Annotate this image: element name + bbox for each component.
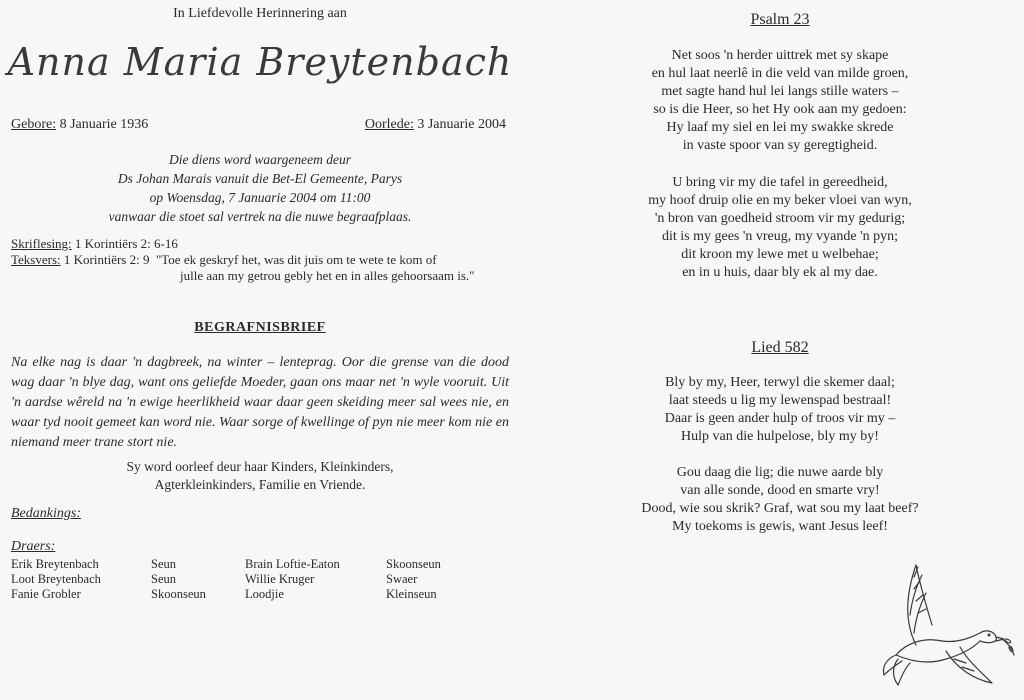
service-line: op Woensdag, 7 Januarie 2004 om 11:00	[149, 190, 371, 205]
bearers-label: Draers:	[11, 539, 56, 554]
text-quote-continued: julle aan my getrou gebly het en in alles gehoorsaam is."	[180, 268, 475, 283]
bearer-relation: Swaer	[386, 572, 418, 586]
psalm-verse-1: Net soos 'n herder uittrek met sy skape en hul laat neerlê in die veld van milde groen, met sagte hand hul lei langs stille waters – so is die Heer, so het Hy ook aan my gedoen: Hy laaf my siel en lei my swakke skrede in vaste spoor van sy geregtigheid.	[651, 48, 909, 153]
letter-heading: BEGRAFNISBRIEF	[194, 320, 326, 335]
bearer-relation: Kleinseun	[386, 587, 437, 601]
bearer-names-col1	[11, 557, 101, 602]
psalm-title: Psalm 23	[750, 11, 810, 28]
intro-text: In Liefdevolle Herinnering aan	[173, 6, 347, 21]
survived-by: Sy word oorleef deur haar Kinders, Kleinkinders, Agterkleinkinders, Familie en Vriende.	[126, 459, 394, 492]
letter-text: Na elke nag is daar 'n dagbreek, na winter – lenteprag. Oor die grense van die dood wag daar 'n blye dag, want ons geliefde Moeder, gaan ons maar net 'n wyle vooruit. Uit 'n aardse wêreld na 'n ewige heerlikheid waar daar geen skeiding meer sal wees nie, en waar tyd nooit gemeet kan word nie. Waar sorge of kwellinge of pyn nie meer kom nie en niemand meer trane stort nie.	[11, 355, 509, 450]
bearer-name: Loodjie	[245, 587, 284, 601]
born-date: 8 Januarie 1936	[59, 117, 149, 132]
lied-verse-1: Bly by my, Heer, terwyl die skemer daal; laat steeds u lig my lewenspad bestraal! Daar is geen ander hulp of troos vir my – Hulp van die hulpelose, bly my by!	[664, 375, 896, 444]
bearer-relation: Skoonseun	[151, 587, 206, 601]
bearer-name: Willie Kruger	[245, 572, 315, 586]
service-line: Die diens word waargeneem deur	[169, 152, 351, 167]
thanks-label: Bedankings:	[11, 506, 81, 521]
scripture-readings	[11, 236, 511, 284]
bearer-name: Fanie Grobler	[11, 587, 81, 601]
died-date: 3 Januarie 2004	[417, 117, 506, 132]
lied-verse-2: Gou daag die lig; die nuwe aarde bly van alle sonde, dood en smarte vry! Dood, wie sou skrik? Graf, wat sou my laat beef? My toekoms is gewis, want Jesus leef!	[641, 465, 919, 534]
born-label: Gebore:	[11, 117, 57, 132]
bearer-name: Brain Loftie-Eaton	[245, 557, 340, 571]
bearer-relations-col2	[386, 557, 441, 602]
bearer-name: Loot Breytenbach	[11, 572, 101, 586]
reading-label: Skriflesing:	[11, 236, 72, 251]
service-details	[0, 150, 520, 226]
deceased-name: Anna Maria Breytenbach	[7, 40, 513, 84]
bearer-relation: Seun	[151, 557, 176, 571]
bearer-relations-col1	[151, 557, 206, 602]
text-ref: 1 Korintiërs 2: 9	[63, 252, 150, 267]
reading-ref: 1 Korintiërs 2: 6-16	[74, 236, 178, 251]
text-quote: "Toe ek geskryf het, was dit juis om te wete te kom of	[155, 252, 437, 267]
text-label: Teksvers:	[11, 252, 61, 267]
dove-icon	[876, 555, 1016, 695]
bearer-names-col2	[245, 557, 340, 602]
service-line: vanwaar die stoet sal vertrek na die nuwe begraafplaas.	[108, 209, 412, 224]
lied-title: Lied 582	[751, 339, 809, 356]
service-line: Ds Johan Marais vanuit die Bet-El Gemeente, Parys	[117, 171, 403, 186]
bearer-relation: Seun	[151, 572, 176, 586]
bearer-name: Erik Breytenbach	[11, 557, 99, 571]
psalm-verse-2: U bring vir my die tafel in gereedheid, my hoof druip olie en my beker vloei van wyn, 'n bron van goedheid stroom vir my gedurig; dit is my gees 'n vreug, my vyande 'n pyn; dit kroon my lewe met u welbehae; en in u huis, daar bly ek al my dae.	[648, 175, 912, 280]
bearer-relation: Skoonseun	[386, 557, 441, 571]
died-label: Oorlede:	[364, 117, 414, 132]
